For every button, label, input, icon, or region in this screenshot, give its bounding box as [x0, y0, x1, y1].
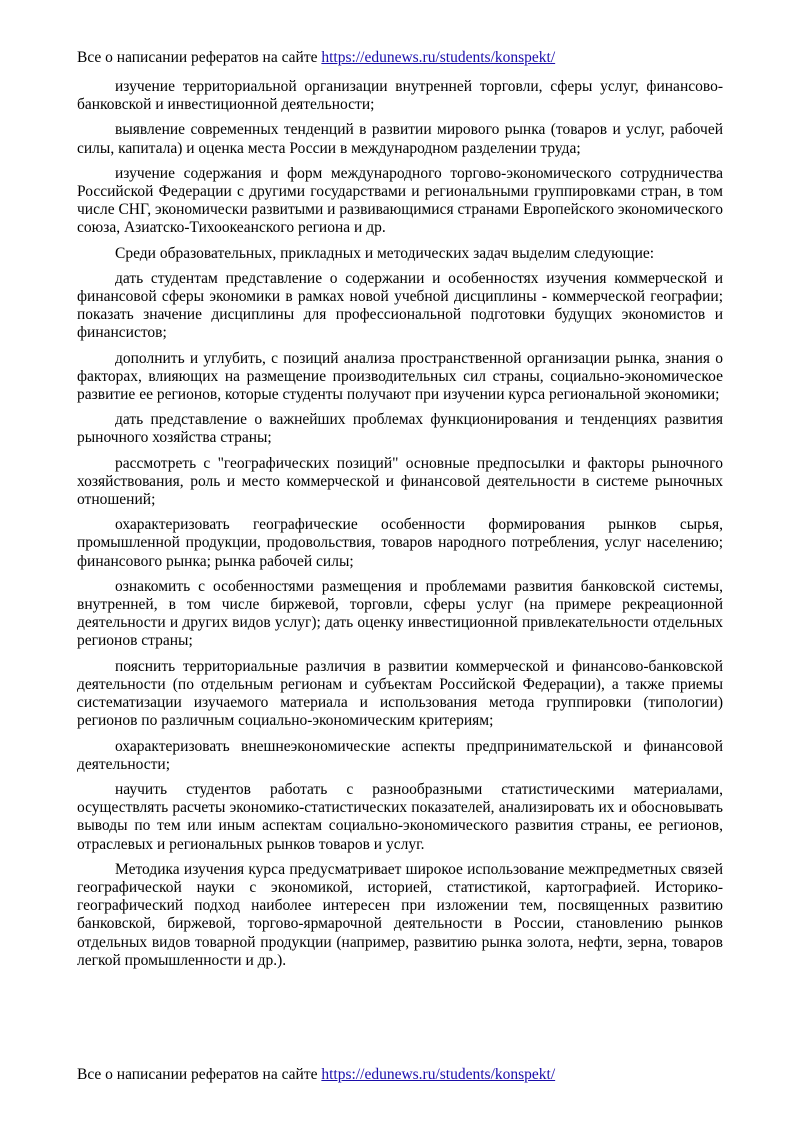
document-body	[77, 78, 723, 977]
paragraph: выявление современных тенденций в развитии мирового рынка (товаров и услуг, рабочей силы, капитала) и оценка места России в международном разделении труда;	[77, 121, 723, 157]
footer-text: Все о написании рефератов на сайте	[77, 1066, 322, 1083]
paragraph: охарактеризовать внешнеэкономические аспекты предпринимательской и финансовой деятельности;	[77, 737, 723, 773]
paragraph: рассмотреть с "географических позиций" основные предпосылки и факторы рыночного хозяйствования, роль и место коммерческой и финансовой деятельности в системе рыночных отношений;	[77, 454, 723, 509]
paragraph: дополнить и углубить, с позиций анализа пространственной организации рынка, знания о факторах, влияющих на размещение производительных сил страны, социально-экономическое развитие ее регионов, которые студенты получают при изучении курса региональной экономики;	[77, 349, 723, 404]
footer-link[interactable]: https://edunews.ru/students/konspekt/	[321, 1066, 556, 1083]
paragraph: пояснить территориальные различия в развитии коммерческой и финансово-банковской деятельности (по отдельным регионам и субъектам Российской Федерации), а также приемы систематизации изучаемого материала и использования метода группировки (типологии) регионов по различным социально-экономическим критериям;	[77, 657, 723, 730]
paragraph: дать представление о важнейших проблемах функционирования и тенденциях развития рыночного хозяйства страны;	[77, 411, 723, 447]
paragraph: изучение содержания и форм международного торгово-экономического сотрудничества Российской Федерации с другими государствами и региональными группировками стран, в том числе СНГ, экономически развитыми и развивающимися странами Европейского экономического союза, Азиатско-Тихоокеанского региона и др.	[77, 164, 723, 237]
header-text: Все о написании рефератов на сайте	[77, 49, 322, 66]
paragraph: изучение территориальной организации внутренней торговли, сферы услуг, финансово-банковской и инвестиционной деятельности;	[77, 78, 723, 114]
page-footer	[77, 1066, 555, 1084]
header-link[interactable]: https://edunews.ru/students/konspekt/	[321, 49, 556, 66]
paragraph: научить студентов работать с разнообразными статистическими материалами, осуществлять расчеты экономико-статистических показателей, анализировать их и обосновывать выводы по тем или иным аспектам социально-экономического развития страны, ее регионов, отраслевых и региональных рынков товаров и услуг.	[77, 780, 723, 853]
paragraph: охарактеризовать географические особенности формирования рынков сырья, промышленной продукции, продовольствия, товаров народного потребления, услуг населению; финансового рынка; рынка рабочей силы;	[77, 516, 723, 570]
paragraph: Среди образовательных, прикладных и методических задач выделим следующие:	[115, 244, 655, 262]
paragraph: дать студентам представление о содержании и особенностях изучения коммерческой и финансовой сферы экономики в рамках новой учебной дисциплины - коммерческой географии; показать значение дисциплины для профессиональной подготовки будущих экономистов и финансистов;	[77, 269, 723, 342]
paragraph: ознакомить с особенностями размещения и проблемами развития банковской системы, внутренней, в том числе биржевой, торговли, сферы услуг (на примере рекреационной деятельности и других видов услуг); дать оценку инвестиционной привлекательности отдельных регионов страны;	[77, 577, 723, 650]
paragraph: Методика изучения курса предусматривает широкое использование межпредметных связей географической науки с экономикой, историей, статистикой, картографией. Историко-географический подход наиболее интересен при изложении тем, посвященных развитию банковской, биржевой, торгово-ярмарочной деятельности в России, становлению рынков отдельных видов товарной продукции (например, развитию рынка золота, нефти, зерна, товаров легкой промышленности и др.).	[77, 860, 723, 969]
page-header	[77, 49, 555, 67]
